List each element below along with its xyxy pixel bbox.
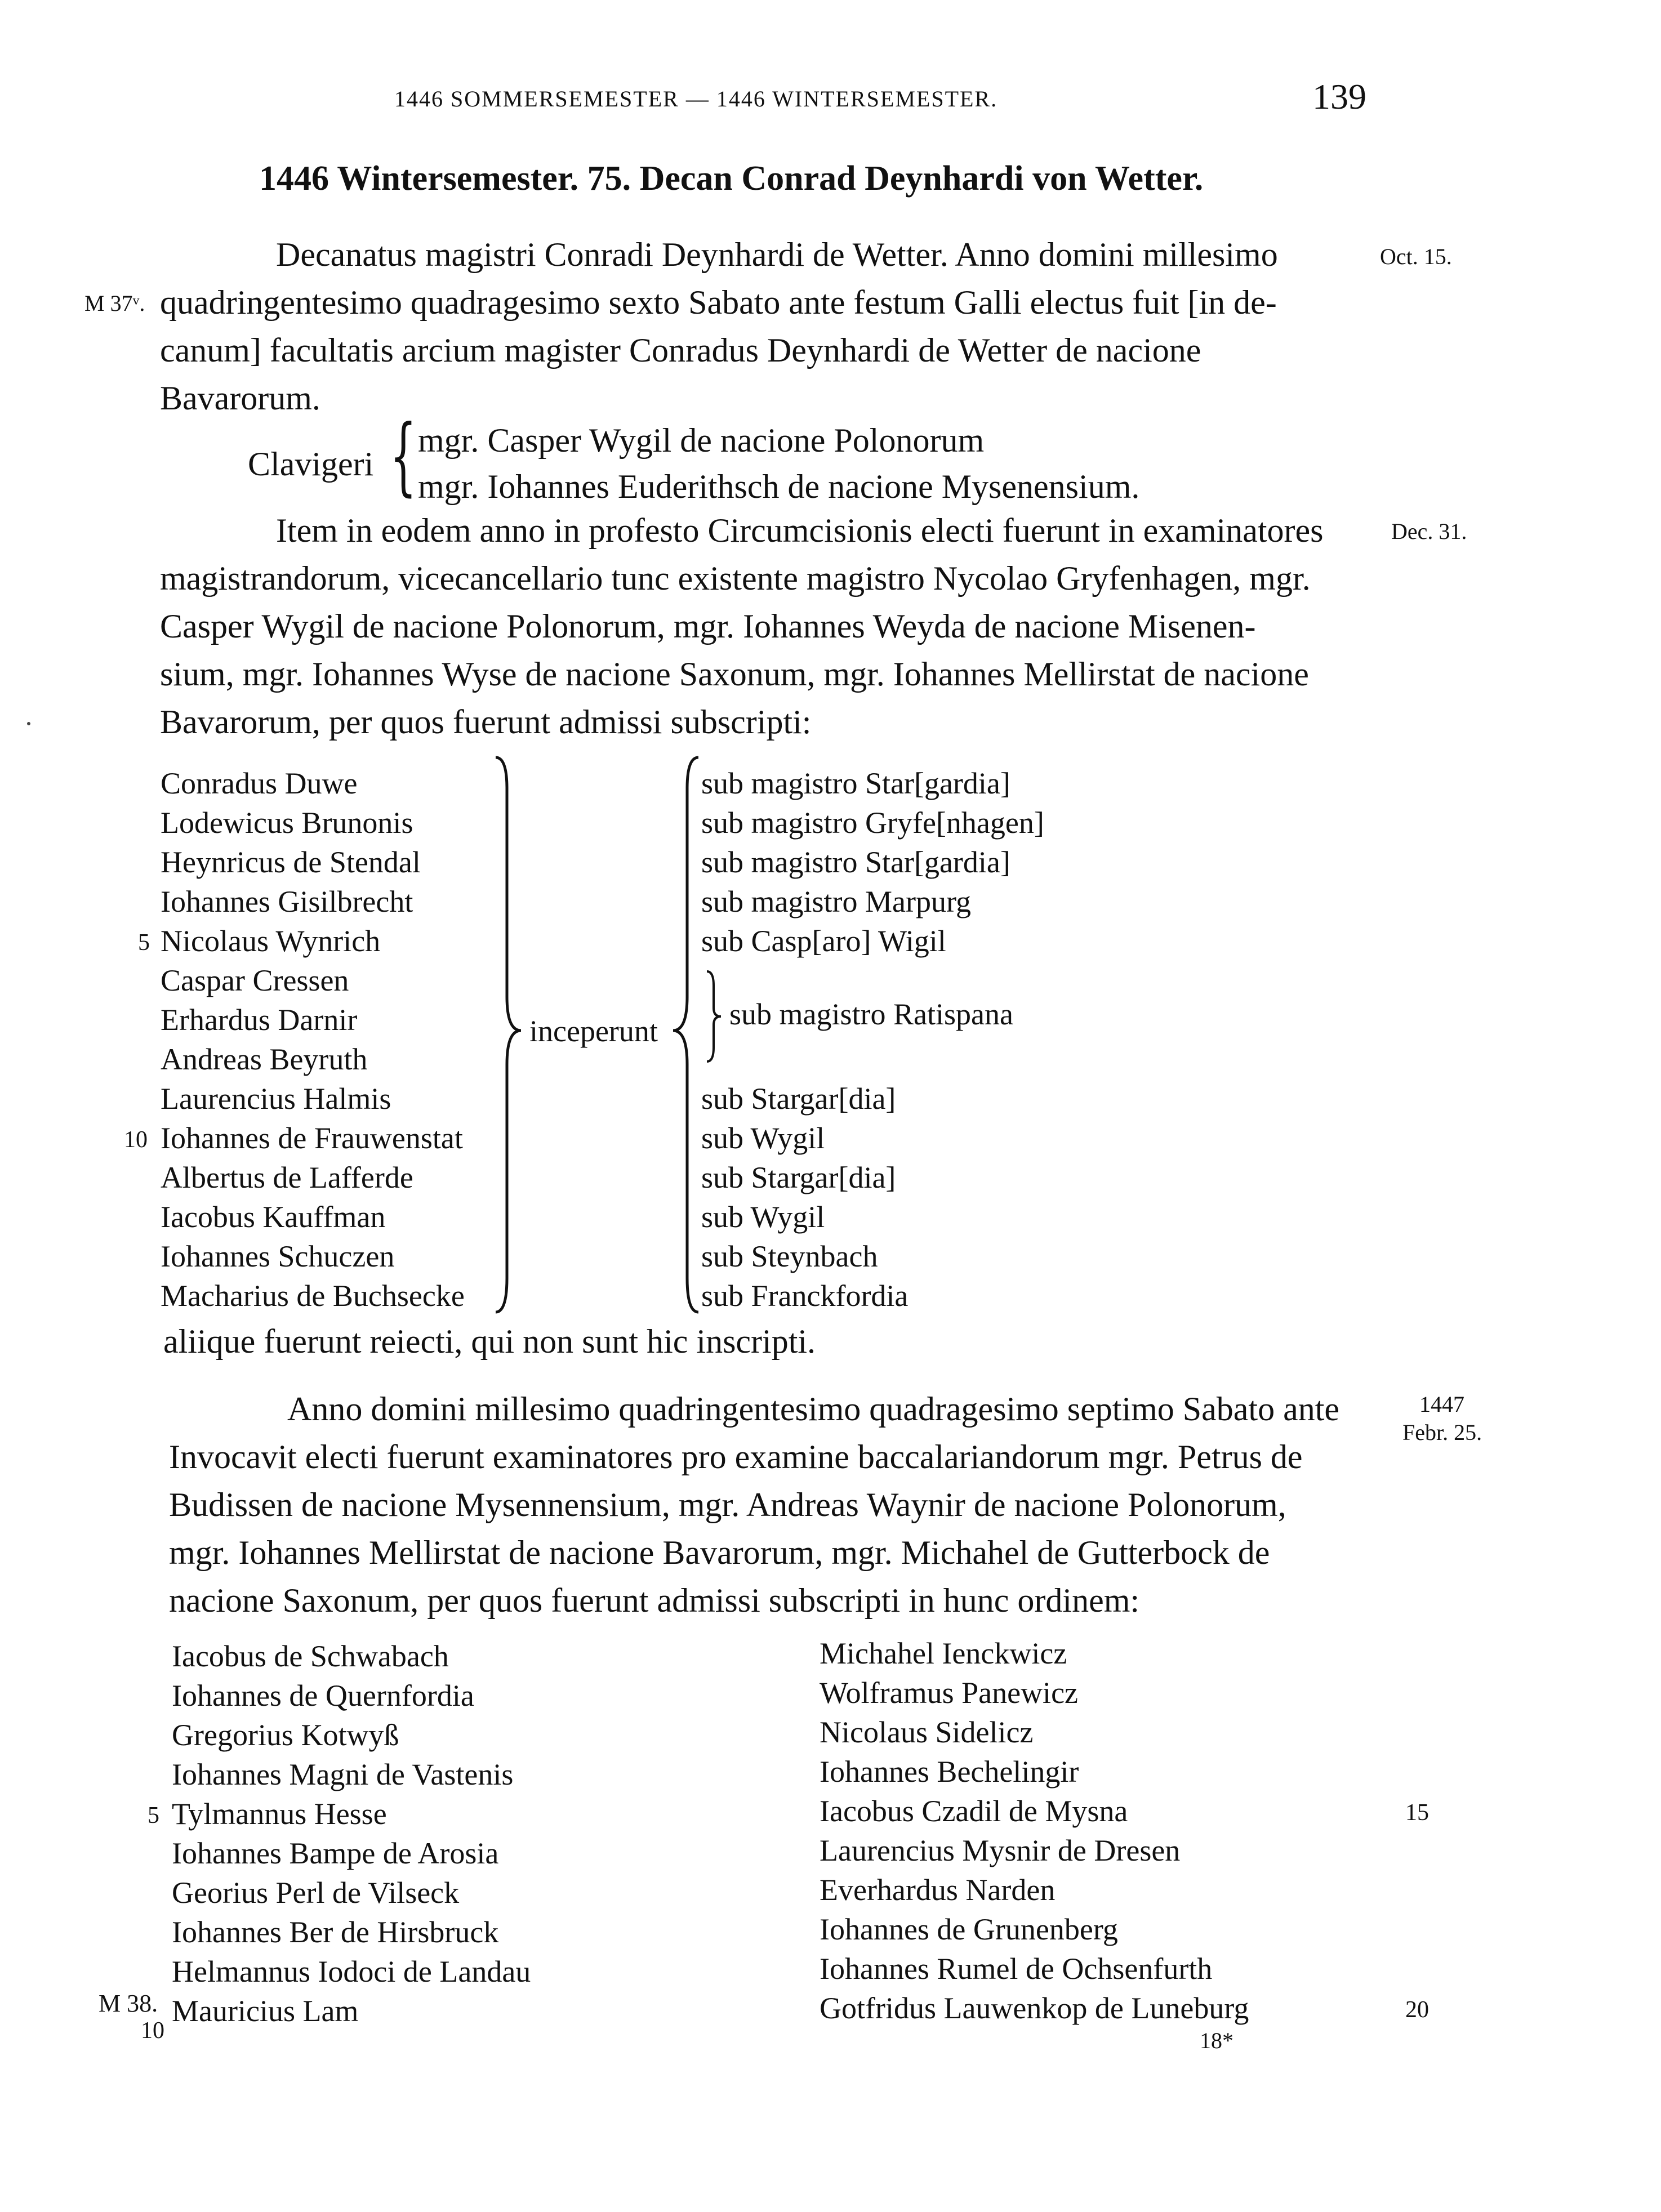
- list-item: Lodewicus Brunonis: [161, 806, 413, 840]
- margin-note-manuscript: M 37ᵛ.: [84, 291, 145, 316]
- list-item: Mauricius Lam: [172, 1994, 359, 2028]
- clavigeri-line: mgr. Iohannes Euderithsch de nacione Mysenensium.: [418, 468, 1140, 505]
- signature-mark: 18*: [1200, 2028, 1233, 2053]
- list-item: Albertus de Lafferde: [161, 1161, 413, 1194]
- margin-note-date: Dec. 31.: [1391, 519, 1467, 544]
- list-item: Conradus Duwe: [161, 766, 358, 800]
- paragraph-line: aliique fuerunt reiecti, qui non sunt hic inscripti.: [163, 1323, 816, 1360]
- margin-note-year: 1447: [1419, 1392, 1464, 1417]
- list-item: Heynricus de Stendal: [161, 845, 421, 879]
- list-item-sub: sub magistro Marpurg: [701, 885, 971, 918]
- list-item: Laurencius Halmis: [161, 1082, 391, 1116]
- list-item-sub: sub Casp[aro] Wigil: [701, 924, 946, 958]
- list-item: Iohannes Rumel de Ochsenfurth: [820, 1952, 1213, 1986]
- list-item: Nicolaus Wynrich: [161, 924, 381, 958]
- list-item: Iohannes Magni de Vastenis: [172, 1758, 514, 1791]
- list-item-sub: sub Stargar[dia]: [701, 1161, 896, 1194]
- paragraph-line: Invocavit electi fuerunt examinatores pro examine baccalariandorum mgr. Petrus de: [169, 1438, 1303, 1475]
- list-item: Iohannes Bechelingir: [820, 1755, 1079, 1789]
- list-item-sub: sub magistro Gryfe[nhagen]: [701, 806, 1044, 840]
- list-item-sub: sub Wygil: [701, 1121, 825, 1155]
- list-item: Gotfridus Lauwenkop de Luneburg: [820, 1991, 1249, 2025]
- line-number: 10: [124, 1127, 148, 1153]
- list-item-sub: sub Franckfordia: [701, 1279, 909, 1313]
- line-number: 5: [148, 1803, 159, 1829]
- list-item: Erhardus Darnir: [161, 1003, 358, 1037]
- line-number: 15: [1405, 1800, 1429, 1826]
- clavigeri-line: mgr. Casper Wygil de nacione Polonorum: [418, 422, 985, 459]
- paragraph-line: Item in eodem anno in profesto Circumcisionis electi fuerunt in examinatores: [276, 512, 1324, 549]
- list-item: Iohannes de Frauwenstat: [161, 1121, 463, 1155]
- list-item-sub: sub magistro Star[gardia]: [701, 845, 1010, 879]
- list-item: Iacobus Czadil de Mysna: [820, 1794, 1128, 1828]
- left-brace: {: [390, 407, 417, 505]
- list-item: Iohannes de Quernfordia: [172, 1679, 474, 1712]
- section-heading: 1446 Wintersemester. 75. Decan Conrad Deynhardi von Wetter.: [259, 159, 1204, 198]
- paragraph-line: mgr. Iohannes Mellirstat de nacione Bavarorum, mgr. Michahel de Gutterbock de: [169, 1534, 1270, 1571]
- inceperunt-label: inceperunt: [529, 1014, 658, 1048]
- list-brace-right: [490, 755, 529, 1318]
- list-item: Macharius de Buchsecke: [161, 1279, 465, 1313]
- list-item: Everhardus Narden: [820, 1873, 1056, 1907]
- list-item: Andreas Beyruth: [161, 1042, 368, 1076]
- paragraph-line: magistrandorum, vicecancellario tunc existente magistro Nycolao Gryfenhagen, mgr.: [160, 560, 1311, 597]
- list-item: Iacobus Kauffman: [161, 1200, 386, 1234]
- list-item-sub: sub magistro Star[gardia]: [701, 766, 1010, 800]
- list-item: Wolframus Panewicz: [820, 1676, 1078, 1710]
- line-number: 10: [141, 2018, 164, 2044]
- list-item: Iohannes Bampe de Arosia: [172, 1836, 499, 1870]
- list-item: Nicolaus Sidelicz: [820, 1715, 1034, 1749]
- paragraph-line: sium, mgr. Iohannes Wyse de nacione Saxonum, mgr. Iohannes Mellirstat de nacione: [160, 655, 1309, 693]
- paragraph-line: Bavarorum, per quos fuerunt admissi subscripti:: [160, 703, 812, 741]
- list-item: Tylmannus Hesse: [172, 1797, 387, 1831]
- paragraph-line: Casper Wygil de nacione Polonorum, mgr. Iohannes Weyda de nacione Misenen-: [160, 608, 1256, 645]
- paragraph-line: canum] facultatis arcium magister Conradus Deynhardi de Wetter de nacione: [160, 332, 1201, 369]
- list-item: Caspar Cressen: [161, 964, 349, 997]
- paragraph-line: nacione Saxonum, per quos fuerunt admissi subscripti in hunc ordinem:: [169, 1582, 1140, 1619]
- list-item: Michahel Ienckwicz: [820, 1636, 1067, 1670]
- list-item: Iohannes Schuczen: [161, 1239, 395, 1273]
- list-item-sub: sub Steynbach: [701, 1239, 878, 1273]
- list-item: Iohannes de Grunenberg: [820, 1912, 1118, 1946]
- paragraph-line: quadringentesimo quadragesimo sexto Sabato ante festum Galli electus fuit [in de-: [160, 284, 1277, 321]
- list-item-sub: sub Wygil: [701, 1200, 825, 1234]
- line-number: 5: [138, 930, 150, 956]
- list-item: Iohannes Ber de Hirsbruck: [172, 1915, 499, 1949]
- list-item: Iacobus de Schwabach: [172, 1639, 449, 1673]
- paragraph-line: Bavarorum.: [160, 380, 320, 417]
- line-number: 20: [1405, 1997, 1429, 2023]
- list-item: Iohannes Gisilbrecht: [161, 885, 413, 918]
- list-item: Gregorius Kotwyß: [172, 1718, 399, 1752]
- clavigeri-label: Clavigeri: [248, 445, 374, 483]
- margin-note-manuscript: M 38.: [99, 1990, 158, 2017]
- list-item: Helmannus Iodoci de Landau: [172, 1955, 531, 1988]
- paragraph-line: Decanatus magistri Conradi Deynhardi de Wetter. Anno domini millesimo: [276, 236, 1278, 273]
- list-item-sub: sub magistro Ratispana: [729, 997, 1013, 1031]
- page-number: 139: [1312, 77, 1366, 117]
- list-brace-left: [665, 755, 704, 1318]
- margin-note-date: Febr. 25.: [1402, 1420, 1482, 1445]
- margin-note-date: Oct. 15.: [1380, 244, 1452, 269]
- running-title: 1446 SOMMERSEMESTER — 1446 WINTERSEMESTER.: [394, 86, 998, 112]
- list-item: Georius Perl de Vilseck: [172, 1876, 460, 1910]
- paragraph-line: Budissen de nacione Mysennensium, mgr. Andreas Waynir de nacione Polonorum,: [169, 1486, 1286, 1523]
- paragraph-line: Anno domini millesimo quadringentesimo quadragesimo septimo Sabato ante: [287, 1390, 1340, 1428]
- small-brace: [701, 969, 724, 1064]
- list-item: Laurencius Mysnir de Dresen: [820, 1834, 1181, 1867]
- stray-mark: [27, 722, 30, 725]
- list-item-sub: sub Stargar[dia]: [701, 1082, 896, 1116]
